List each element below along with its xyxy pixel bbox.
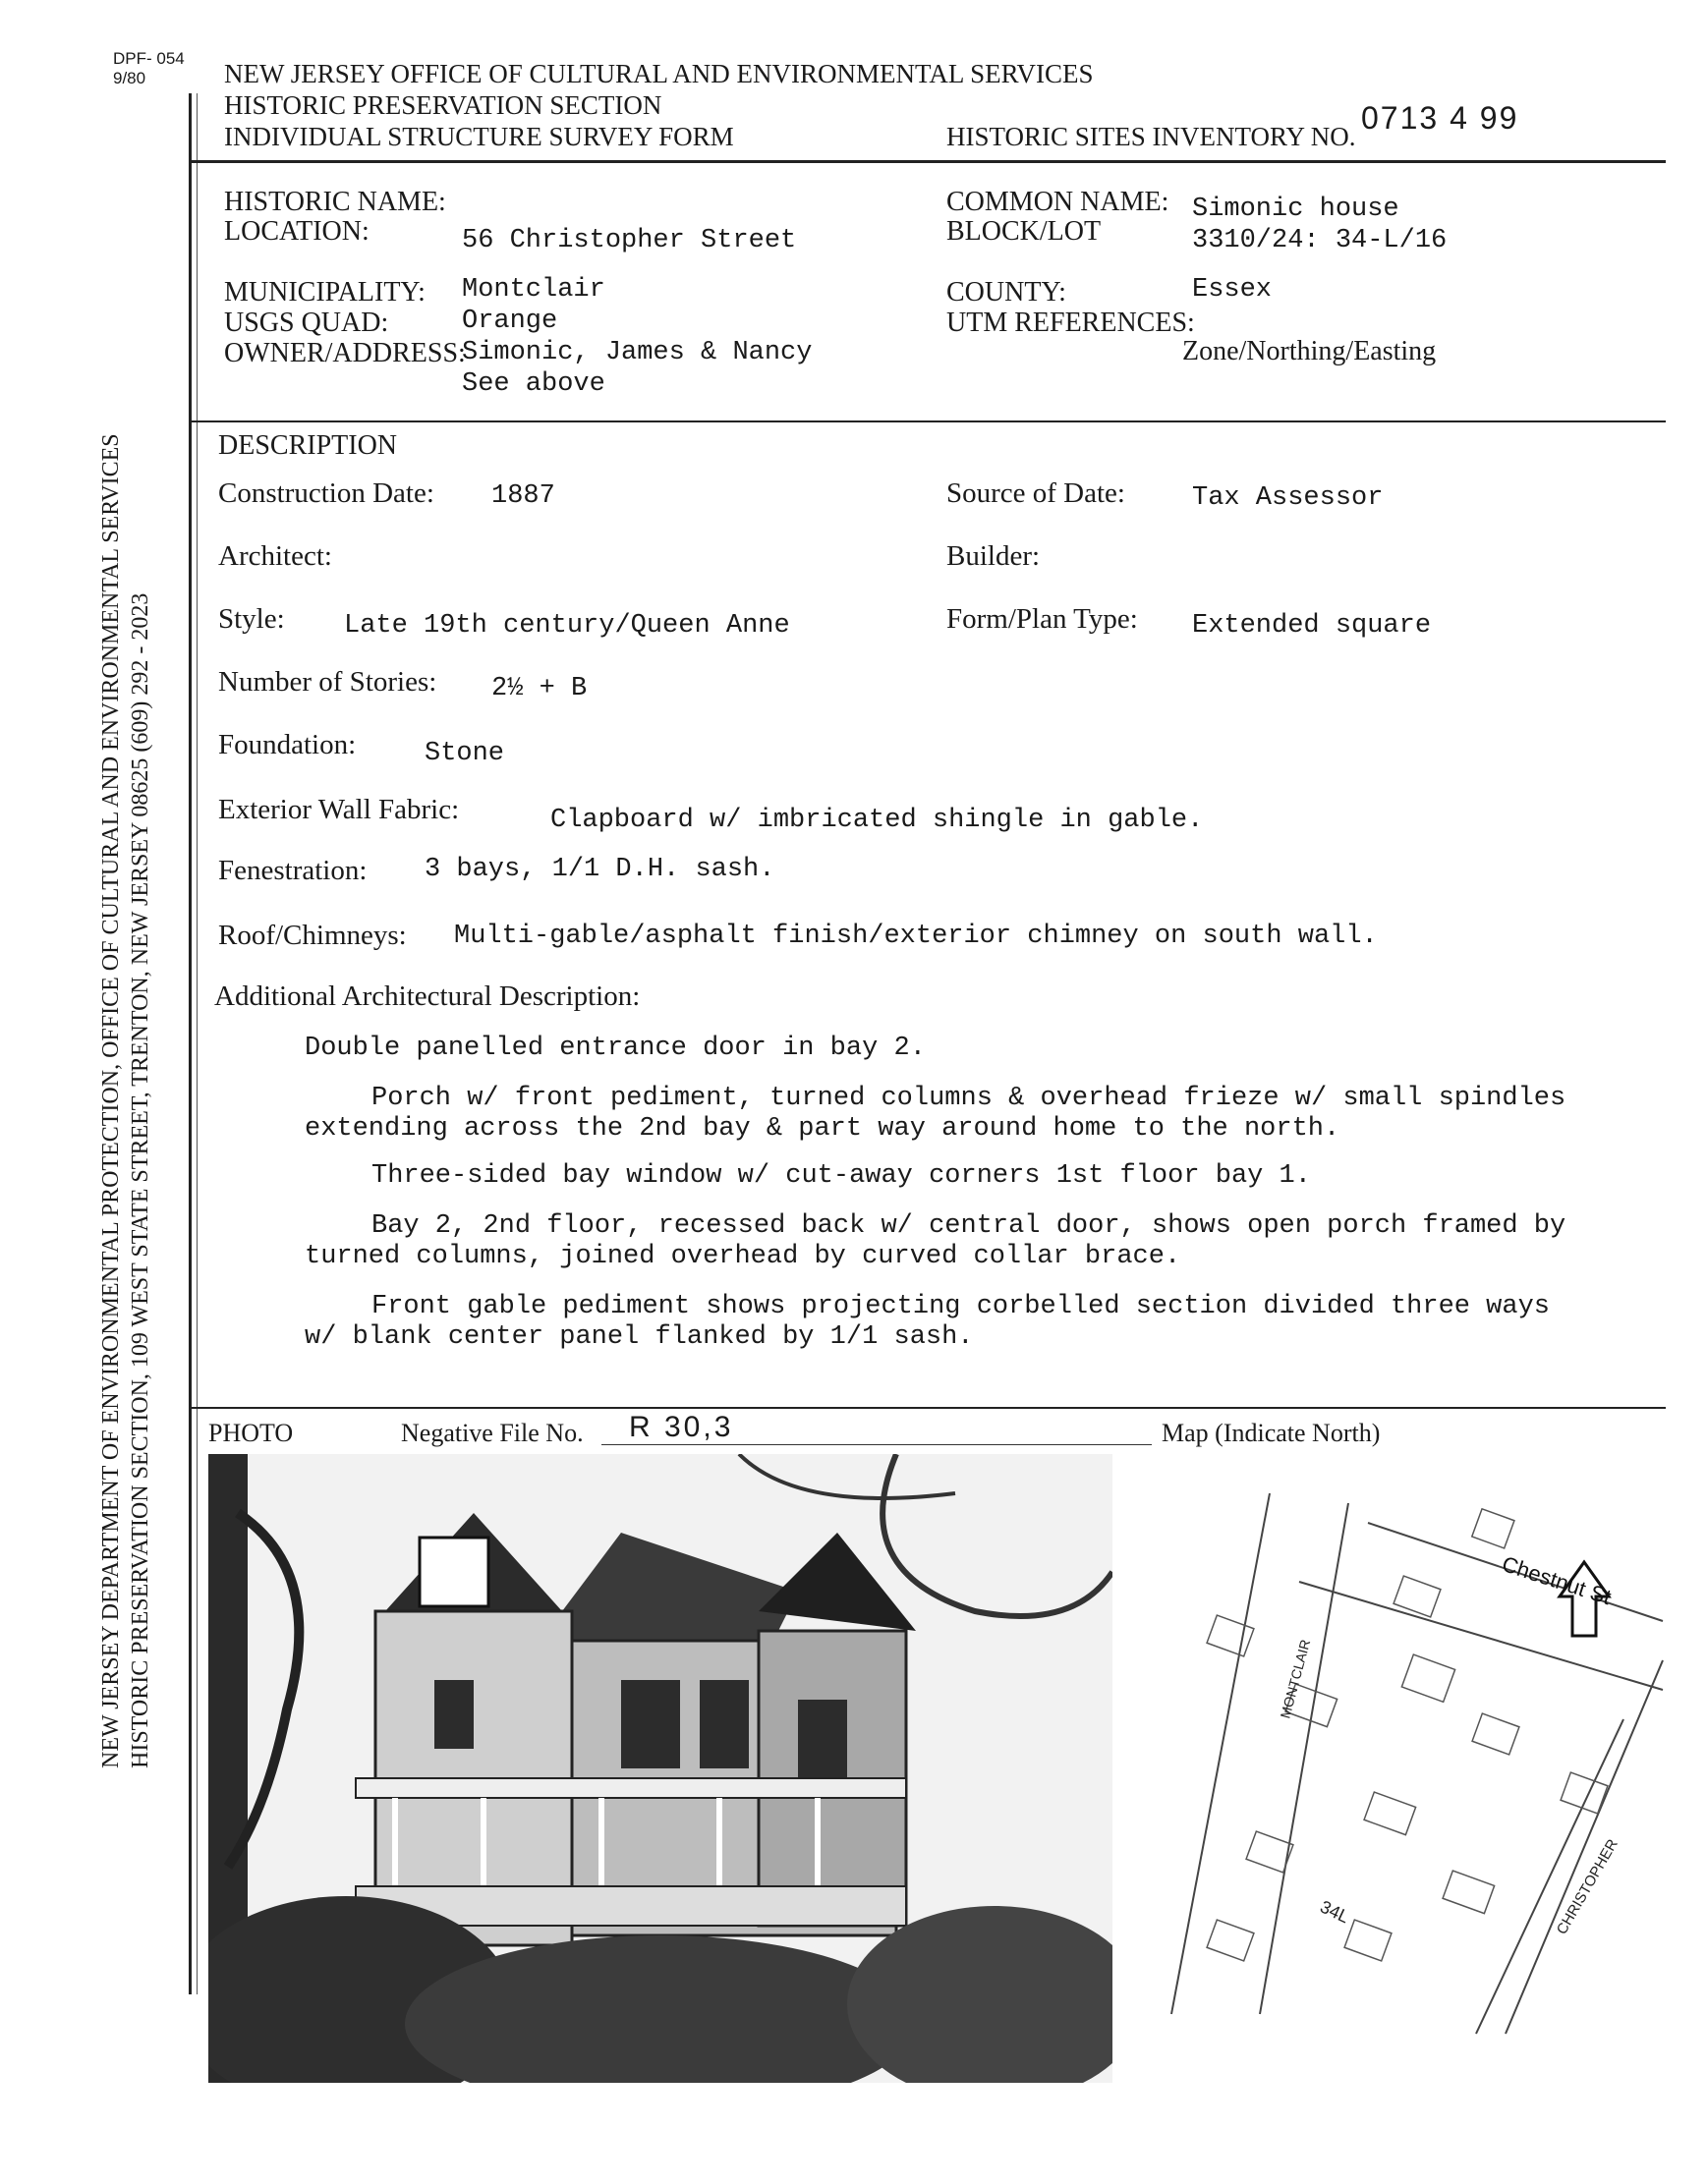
form-name: INDIVIDUAL STRUCTURE SURVEY FORM	[224, 122, 734, 151]
owner-address-value: See above	[462, 369, 605, 399]
county-value: Essex	[1192, 275, 1273, 305]
negative-label: Negative File No.	[401, 1419, 584, 1447]
negative-number: R 30,3	[629, 1411, 734, 1443]
block-lot-label: BLOCK/LOT	[946, 216, 1102, 247]
utm-label: UTM REFERENCES:	[946, 308, 1195, 338]
inventory-label: HISTORIC SITES INVENTORY NO.	[946, 122, 1356, 151]
fenestration-value: 3 bays, 1/1 D.H. sash.	[425, 855, 775, 884]
historic-name-label: HISTORIC NAME:	[224, 187, 446, 217]
location-value: 56 Christopher Street	[462, 226, 797, 255]
form-plan-label: Form/Plan Type:	[946, 603, 1138, 635]
desc-para-2	[305, 1084, 1565, 1145]
map-label: Map (Indicate North)	[1162, 1419, 1381, 1447]
desc-para-1	[305, 1034, 926, 1064]
utm-sub-label: Zone/Northing/Easting	[1182, 336, 1437, 366]
common-name-label: COMMON NAME:	[946, 187, 1169, 217]
desc-line: Porch w/ front pediment, turned columns & overhead frieze w/ small spindles	[371, 1084, 1566, 1113]
construction-date-label: Construction Date:	[218, 477, 434, 509]
agency-title: NEW JERSEY OFFICE OF CULTURAL AND ENVIRONMENTAL SERVICES	[224, 59, 1094, 88]
map-sketch	[1152, 1464, 1682, 2044]
wall-label: Exterior Wall Fabric:	[218, 794, 460, 825]
fenestration-label: Fenestration:	[218, 855, 368, 886]
desc-para-4	[305, 1211, 1565, 1272]
block-lot-value: 3310/24: 34-L/16	[1192, 226, 1448, 255]
negative-underline	[601, 1444, 1152, 1445]
source-value: Tax Assessor	[1192, 483, 1384, 513]
wall-value: Clapboard w/ imbricated shingle in gable.	[550, 806, 1204, 835]
side-agency-text: NEW JERSEY DEPARTMENT OF ENVIRONMENTAL PROTECTION, OFFICE OF CULTURAL AND ENVIRONMENTAL SERVICES	[98, 433, 124, 1768]
desc-line: extending across the 2nd bay & part way around home to the north.	[305, 1114, 1340, 1144]
desc-para-5	[305, 1292, 1550, 1353]
map-street-montclair: MONTCLAIR	[1277, 1637, 1314, 1720]
foundation-label: Foundation:	[218, 729, 357, 760]
stories-value: 2½ + B	[491, 674, 588, 703]
photo-label: PHOTO	[208, 1419, 294, 1447]
construction-date-value: 1887	[491, 481, 555, 511]
rule-description	[192, 1407, 1666, 1409]
section-title: HISTORIC PRESERVATION SECTION	[224, 90, 662, 120]
desc-line: turned columns, joined overhead by curved collar brace.	[305, 1242, 1181, 1271]
source-label: Source of Date:	[946, 477, 1125, 509]
form-code: DPF- 054	[113, 49, 185, 68]
form-date: 9/80	[113, 69, 146, 87]
desc-line: Double panelled entrance door in bay 2.	[305, 1034, 926, 1063]
rule-identification	[192, 420, 1666, 422]
municipality-label: MUNICIPALITY:	[224, 277, 426, 308]
description-heading: DESCRIPTION	[218, 430, 398, 461]
house-illustration	[208, 1454, 1112, 2083]
desc-line: Front gable pediment shows projecting corbelled section divided three ways	[371, 1292, 1550, 1321]
desc-line: Bay 2, 2nd floor, recessed back w/ central door, shows open porch framed by	[371, 1211, 1566, 1241]
side-address-text: HISTORIC PRESERVATION SECTION, 109 WEST STATE STREET, TRENTON, NEW JERSEY 08625 (609) 292 - 2023	[128, 592, 153, 1768]
rule-header	[192, 160, 1666, 163]
desc-para-3	[371, 1161, 1311, 1192]
roof-value: Multi-gable/asphalt finish/exterior chimney on south wall.	[454, 922, 1378, 951]
house-photo	[208, 1454, 1112, 2083]
roof-label: Roof/Chimneys:	[218, 920, 407, 951]
builder-label: Builder:	[946, 540, 1041, 572]
usgs-label: USGS QUAD:	[224, 308, 389, 338]
left-border	[189, 93, 192, 1994]
owner-label: OWNER/ADDRESS:	[224, 338, 466, 368]
foundation-value: Stone	[425, 739, 505, 768]
location-map	[1152, 1464, 1682, 2044]
map-street-chestnut: Chestnut St	[1499, 1550, 1615, 1610]
municipality-value: Montclair	[462, 275, 605, 305]
desc-line: Three-sided bay window w/ cut-away corners 1st floor bay 1.	[371, 1161, 1311, 1191]
additional-label: Additional Architectural Description:	[214, 980, 641, 1012]
map-lot-label: 34L	[1317, 1896, 1352, 1928]
architect-label: Architect:	[218, 540, 332, 572]
form-plan-value: Extended square	[1192, 611, 1432, 641]
map-street-christopher: CHRISTOPHER	[1553, 1836, 1622, 1937]
inventory-number: 0713 4 99	[1361, 100, 1519, 136]
usgs-value: Orange	[462, 307, 558, 336]
county-label: COUNTY:	[946, 277, 1066, 308]
location-label: LOCATION:	[224, 216, 370, 247]
style-value: Late 19th century/Queen Anne	[344, 611, 790, 641]
owner-value: Simonic, James & Nancy	[462, 338, 813, 367]
left-border-inner	[197, 93, 198, 1994]
desc-line: w/ blank center panel flanked by 1/1 sash.	[305, 1322, 974, 1352]
common-name-value: Simonic house	[1192, 195, 1399, 224]
stories-label: Number of Stories:	[218, 666, 437, 698]
style-label: Style:	[218, 603, 285, 635]
